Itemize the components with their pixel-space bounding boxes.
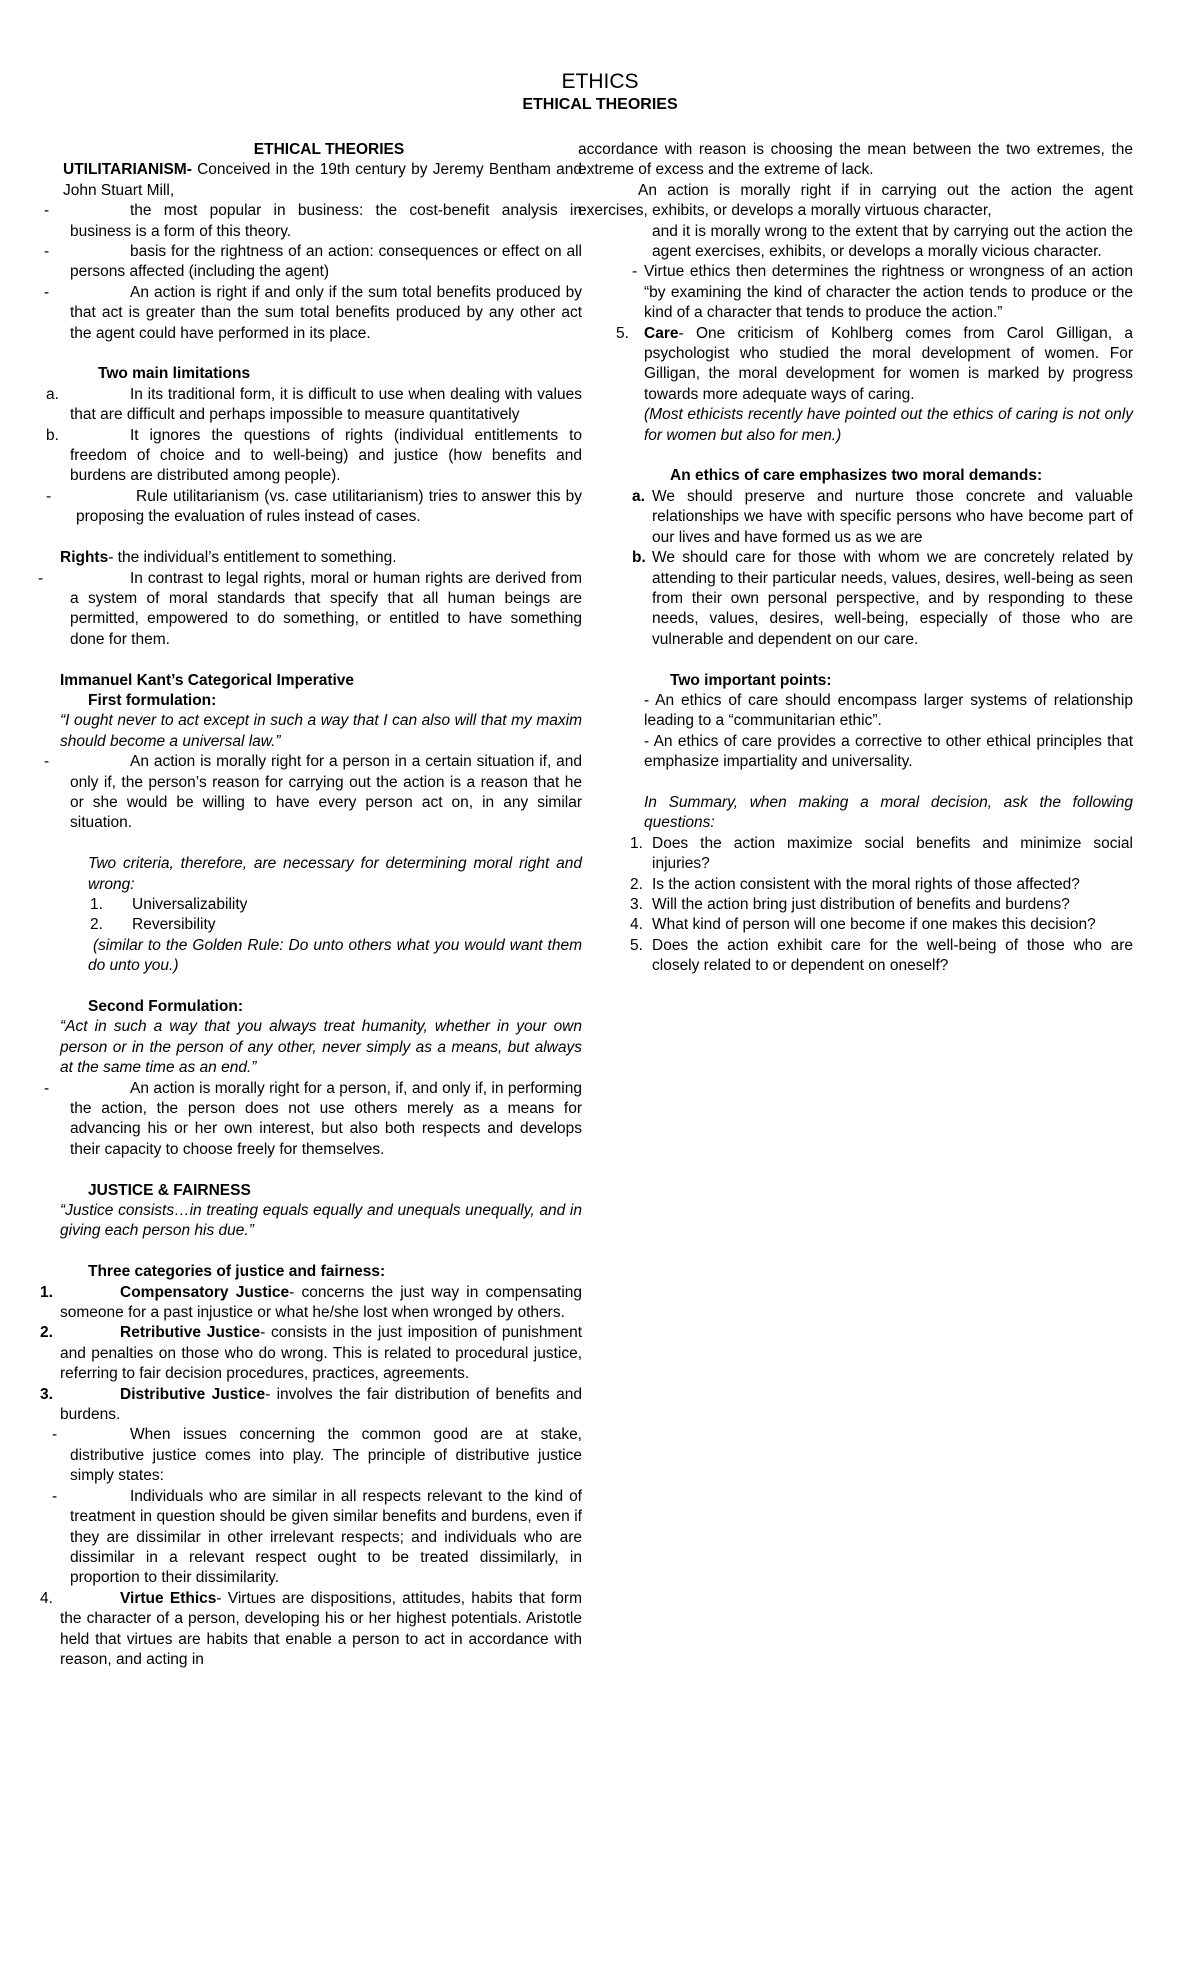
utilitarianism-label: UTILITARIANISM- — [63, 161, 192, 179]
criteria-item: 1. Universalizability — [90, 895, 248, 913]
care-demand-item: a. We should preserve and nurture those concrete and valuable relationships we have with specific persons who have become part of our lives and have formed us as we are — [632, 487, 1133, 546]
virtue-ethics-item: 4. Virtue Ethics- Virtues are dispositions, attitudes, habits that form the character of a person, developing his or her highest potentials. Aristotle held that virtues are habits that enable a person to act in accordance with reason, and acting in — [40, 1589, 582, 1668]
summary-intro: In Summary, when making a moral decision, ask the following questions: — [644, 793, 1133, 832]
summary-question: 3. Will the action bring just distribution of benefits and burdens? — [630, 895, 1070, 913]
rights-item: - In contrast to legal rights, moral or human rights are derived from a system of moral standards that specify that all human beings are permitted, empowered to do something, or entitled to have something done for them. — [38, 569, 582, 648]
justice-category: 3. Distributive Justice- involves the fair distribution of benefits and burdens. — [40, 1385, 582, 1424]
first-formulation-item: - An action is morally right for a person in a certain situation if, and only if, the person’s reason for carrying out the action is a reason that he or she would be willing to have every person act on, in any similar situation. — [44, 753, 582, 832]
utilitarianism-paragraph — [60, 160, 582, 201]
important-points-title: Two important points: — [670, 671, 832, 689]
left-column — [38, 140, 583, 1670]
care-note: (Most ethicists recently have pointed out the ethics of caring is not only for women but also for men.) — [644, 406, 1133, 444]
important-point: - An ethics of care should encompass larger systems of relationship leading to a “communitarian ethic”. — [644, 691, 1133, 730]
summary-question: 1. Does the action maximize social benefits and minimize social injuries? — [630, 834, 1133, 873]
categories-title: Three categories of justice and fairness: — [88, 1263, 386, 1281]
important-point: - An ethics of care provides a corrective to other ethical principles that emphasize impartiality and universality. — [644, 732, 1133, 771]
virtue-right-action: An action is morally right if in carrying out the action the agent exercises, exhibits, or develops a morally virtuous character, — [578, 181, 1133, 220]
distributive-item: - Individuals who are similar in all respects relevant to the kind of treatment in question should be given similar benefits and burdens, even if they are dissimilar in other irrelevant respects; and individuals who are dissimilar in a relevant respect ought to be treated dissimilarly, in proportion to their dissimilarity. — [52, 1487, 582, 1587]
virtue-continuation: accordance with reason is choosing the mean between the two extremes, the extreme of excess and the extreme of lack. — [578, 141, 1133, 179]
rights-paragraph: Rights- the individual’s entitlement to something. — [60, 549, 397, 567]
utilitarianism-item: - basis for the rightness of an action: consequences or effect on all persons affected (including the agent) — [44, 243, 582, 281]
kant-title: Immanuel Kant’s Categorical Imperative — [60, 671, 355, 689]
criteria-intro: Two criteria, therefore, are necessary for determining moral right and wrong: — [88, 855, 582, 893]
second-formulation-quote: “Act in such a way that you always treat humanity, whether in your own person or in the person of any other, never simply as a means, but always at the same time as an end.” — [60, 1018, 582, 1077]
utilitarianism-text: Conceived in the 19th century by Jeremy Bentham and John Stuart Mill, — [63, 161, 582, 199]
first-formulation-title: First formulation: — [88, 691, 217, 709]
limitation-item: a. In its traditional form, it is difficult to use when dealing with values that are difficult and perhaps impossible to measure quantitatively — [46, 385, 582, 424]
justice-category: 2. Retributive Justice- consists in the just imposition of punishment and penalties on those who do wrong. This is related to procedural justice, referring to fair decision procedures, practices, agreements. — [40, 1324, 583, 1383]
summary-question: 5. Does the action exhibit care for the well-being of those who are closely related to or dependent on oneself? — [630, 936, 1133, 975]
limitations-title: Two main limitations — [98, 365, 251, 383]
second-formulation-title: Second Formulation: — [88, 997, 243, 1015]
utilitarianism-item: - An action is right if and only if the sum total benefits produced by that act is greater than the sum total benefits produced by any other act the agent could have performed in its place. — [44, 283, 582, 342]
rule-utilitarianism-item: - Rule utilitarianism (vs. case utilitarianism) tries to answer this by proposing the evaluation of rules instead of cases. — [46, 487, 582, 526]
section-title: ETHICAL THEORIES — [253, 141, 405, 158]
justice-title: JUSTICE & FAIRNESS — [88, 1181, 251, 1199]
summary-question: 2. Is the action consistent with the moral rights of those affected? — [630, 875, 1080, 893]
limitation-item: b. It ignores the questions of rights (individual entitlements to freedom of choice and to well-being) and justice (how benefits and burdens are distributed among people). — [46, 426, 582, 485]
criteria-item: 2. Reversibility — [90, 916, 216, 934]
care-demands-title: An ethics of care emphasizes two moral demands: — [670, 467, 1043, 485]
distributive-item: - When issues concerning the common good are at stake, distributive justice comes into play. The principle of distributive justice simply states: — [52, 1426, 582, 1485]
care-demand-item: b. We should care for those with whom we are concretely related by attending to their particular needs, values, desires, well-being as seen from their own personal perspective, and by responding to these needs, values, desires, well-being, especially of those who are vulnerable and dependent on our care. — [632, 549, 1133, 648]
utilitarianism-item: - the most popular in business: the cost-benefit analysis in business is a form of this theory. — [44, 202, 582, 240]
document-subtitle: ETHICAL THEORIES — [522, 96, 678, 113]
golden-rule-note: (similar to the Golden Rule: Do unto others what you would want them do unto you.) — [88, 936, 582, 975]
first-formulation-quote: “I ought never to act except in such a way that I can also will that my maxim should become a universal law.” — [60, 712, 582, 750]
rights-label: Rights — [60, 549, 109, 567]
care-item: 5. Care- One criticism of Kohlberg comes from Carol Gilligan, a psychologist who studied the moral development of women. For Gilligan, the moral development for women is marked by progress towards more adequate ways of caring. — [616, 324, 1133, 403]
summary-question: 4. What kind of person will one become if one makes this decision? — [630, 916, 1096, 934]
justice-category: 1. Compensatory Justice- concerns the just way in compensating someone for a past injustice or what he/she lost when wronged by others. — [40, 1283, 583, 1322]
justice-quote: “Justice consists…in treating equals equally and unequals unequally, and in giving each person his due.” — [60, 1202, 582, 1240]
virtue-ethics-summary: - Virtue ethics then determines the rightness or wrongness of an action “by examining the kind of character the action tends to produce or the kind of a character that tends to produce the action.” — [632, 263, 1133, 322]
virtue-wrong-action: and it is morally wrong to the extent that by carrying out the action the agent exercises, exhibits, or develops a morally vicious character. — [652, 222, 1133, 261]
document-title: ETHICS — [561, 70, 639, 93]
right-column — [578, 140, 1133, 977]
second-formulation-item: - An action is morally right for a person, if, and only if, in performing the action, the person does not use others merely as a means for advancing his or her own interest, but also both respects and develops their capacity to choose freely for themselves. — [44, 1079, 582, 1158]
